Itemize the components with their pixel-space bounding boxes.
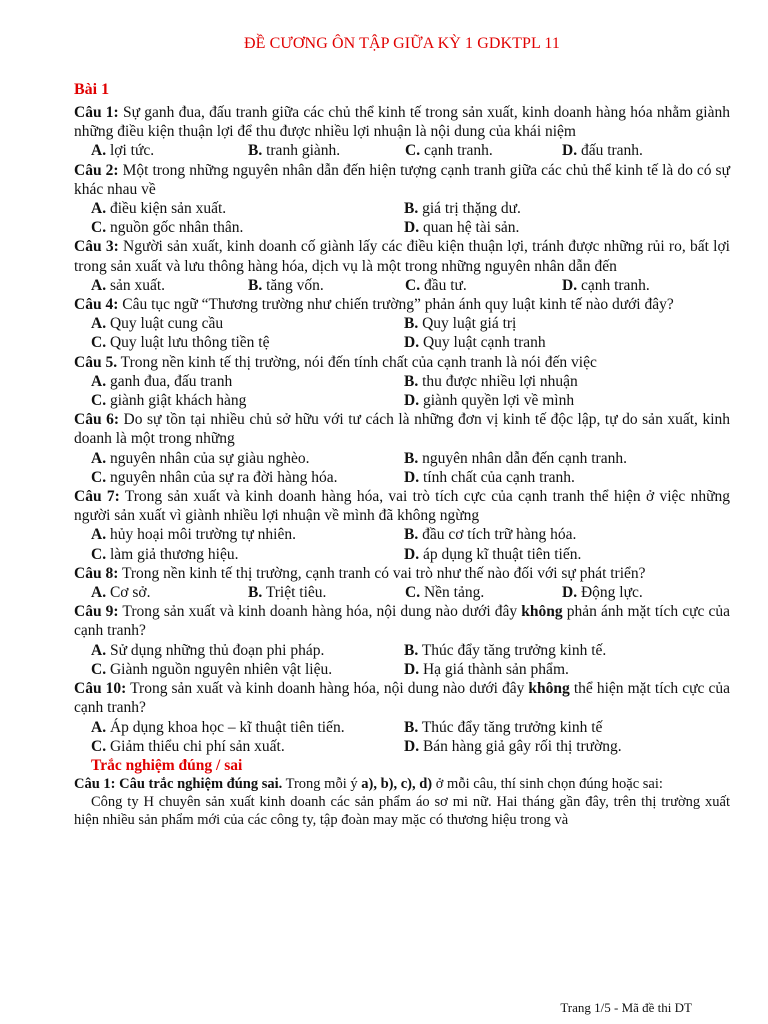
option-letter: B.: [248, 142, 263, 160]
question-label: Câu 1:: [74, 104, 119, 121]
question-label: Câu 9:: [74, 603, 119, 621]
option-text: Động lực.: [577, 584, 643, 602]
question-text: thể hiện mặt tích cực của cạnh tranh?: [74, 680, 730, 717]
question-text: Người sản xuất, kinh doanh cố giành lấy các điều kiện thuận lợi, tránh được những rủi ro, bất lợi trong sản xuất và lưu thông hàng hóa, dịch vụ là một trong những nguyên nhân dẫn đến: [74, 238, 730, 275]
answer-option-b: [404, 372, 724, 391]
option-letter: C.: [91, 660, 107, 678]
option-text: Quy luật cung cầu: [106, 315, 224, 333]
answer-option-c: [91, 545, 404, 564]
answer-options: [91, 449, 730, 487]
option-text: giành giật khách hàng: [106, 392, 247, 410]
option-text: Quy luật giá trị: [418, 315, 517, 333]
question-8: [74, 564, 730, 602]
answer-options: [91, 141, 730, 160]
answer-option-a: [91, 641, 404, 660]
option-text: sản xuất.: [106, 276, 166, 294]
option-text: nguyên nhân của sự giàu nghèo.: [106, 449, 310, 467]
option-text: Nền tảng.: [420, 584, 485, 602]
question-stem: [74, 295, 730, 314]
option-text: giành quyền lợi về mình: [419, 392, 575, 410]
option-letter: C.: [91, 468, 107, 486]
option-letter: A.: [91, 142, 107, 160]
answer-option-b: [404, 641, 724, 660]
question-emphasis: không: [528, 680, 570, 698]
answer-option-d: [562, 276, 712, 295]
answer-option-b: [404, 199, 724, 218]
question-text: Trong nền kinh tế thị trường, cạnh tranh có vai trò như thế nào đối với sự phát triển?: [118, 564, 646, 582]
question-label: Câu 3:: [74, 238, 119, 256]
option-letter: D.: [404, 737, 420, 755]
question-stem: [74, 237, 730, 275]
answer-option-b: [404, 718, 724, 737]
answer-option-b: [248, 583, 405, 602]
option-letter: D.: [562, 276, 578, 294]
option-letter: D.: [404, 468, 420, 486]
option-letter: B.: [404, 315, 419, 333]
answer-option-b: [404, 449, 724, 468]
option-letter: D.: [562, 142, 578, 160]
option-letter: B.: [248, 584, 263, 602]
option-text: hủy hoại môi trường tự nhiên.: [106, 526, 296, 544]
tf-question-intro: Trong mỗi ý: [282, 776, 362, 793]
answer-option-c: [91, 391, 404, 410]
option-text: Giảm thiểu chi phí sản xuất.: [106, 737, 285, 755]
question-stem: [74, 161, 730, 199]
question-text: Một trong những nguyên nhân dẫn đến hiện tượng cạnh tranh giữa các chủ thể kinh tế là do có sự khác nhau về: [74, 161, 730, 198]
question-stem: [74, 564, 730, 583]
option-letter: B.: [404, 718, 419, 736]
question-2: [74, 161, 730, 238]
option-letter: A.: [91, 641, 107, 659]
question-10: [74, 679, 730, 756]
tf-question-choices: a), b), c), d): [361, 776, 433, 793]
option-text: lợi tức.: [106, 142, 155, 160]
question-text: Sự ganh đua, đấu tranh giữa các chủ thể kinh tế trong sản xuất, kinh doanh hàng hóa nhằm giành những điều kiện thuận lợi để thu được nhiều lợi nhuận là nội dung của khái niệm: [74, 104, 730, 141]
option-letter: C.: [91, 334, 107, 352]
answer-options: [91, 641, 730, 679]
question-label: Câu 4:: [74, 296, 119, 314]
question-4: [74, 295, 730, 353]
answer-option-b: [404, 525, 724, 544]
option-text: Bán hàng giả gây rối thị trường.: [419, 737, 622, 755]
question-text: Câu tục ngữ “Thương trường như chiến trường” phản ánh quy luật kinh tế nào dưới đây?: [118, 296, 674, 314]
option-letter: C.: [405, 142, 421, 160]
option-text: làm giả thương hiệu.: [106, 545, 239, 563]
option-letter: A.: [91, 526, 107, 544]
option-letter: B.: [404, 641, 419, 659]
option-letter: A.: [91, 449, 107, 467]
question-1: [74, 103, 730, 161]
option-text: nguyên nhân của sự ra đời hàng hóa.: [106, 468, 338, 486]
option-letter: D.: [404, 334, 420, 352]
answer-option-d: [404, 218, 724, 237]
option-text: nguyên nhân dẫn đến cạnh tranh.: [418, 449, 627, 467]
answer-option-c: [91, 333, 404, 352]
answer-option-d: [562, 141, 712, 160]
page-footer: Trang 1/5 - Mã đề thi DT: [560, 1000, 692, 1015]
answer-options: [91, 276, 730, 295]
option-letter: B.: [404, 449, 419, 467]
option-text: Hạ giá thành sản phẩm.: [419, 660, 569, 678]
answer-options: [91, 525, 730, 563]
answer-option-a: [91, 525, 404, 544]
section-heading: Bài 1: [74, 81, 110, 98]
question-label: Câu 7:: [74, 488, 120, 506]
document-title: ĐỀ CƯƠNG ÔN TẬP GIỮA KỲ 1 GDKTPL 11: [243, 35, 561, 52]
option-letter: B.: [248, 276, 263, 294]
option-letter: A.: [91, 276, 107, 294]
answer-option-a: [91, 276, 248, 295]
answer-option-c: [91, 737, 404, 756]
question-text: Trong sản xuất và kinh doanh hàng hóa, vai trò tích cực của cạnh tranh thể hiện ở việc những người sản xuất vì giành nhiều lợi nhuận về mình đã không ngừng: [74, 488, 731, 525]
option-text: ganh đua, đấu tranh: [106, 372, 233, 390]
question-text: Do sự tồn tại nhiều chủ sở hữu với tư cách là những đơn vị kinh tế độc lập, tự do sản xuất, kinh doanh là một trong những: [74, 411, 730, 448]
option-text: Sử dụng những thủ đoạn phi pháp.: [106, 641, 325, 659]
option-letter: A.: [91, 718, 107, 736]
answer-option-d: [404, 737, 724, 756]
option-text: đầu tư.: [420, 276, 467, 294]
question-5: [74, 353, 730, 411]
answer-option-b: [248, 141, 405, 160]
option-letter: C.: [405, 276, 421, 294]
answer-option-c: [405, 141, 562, 160]
question-stem: [74, 410, 730, 448]
answer-option-a: [91, 372, 404, 391]
answer-options: [91, 199, 730, 237]
option-letter: D.: [562, 584, 578, 602]
answer-option-a: [91, 199, 404, 218]
question-text: Trong sản xuất và kinh doanh hàng hóa, nội dung nào dưới đây: [118, 603, 522, 621]
option-text: áp dụng kĩ thuật tiên tiến.: [419, 545, 582, 563]
answer-option-d: [404, 391, 724, 410]
answer-option-a: [91, 718, 404, 737]
option-letter: D.: [404, 219, 420, 237]
answer-option-d: [562, 583, 712, 602]
answer-option-c: [405, 583, 562, 602]
option-letter: B.: [404, 200, 419, 218]
option-text: Cơ sở.: [106, 584, 151, 602]
question-6: [74, 410, 730, 487]
option-letter: D.: [404, 545, 420, 563]
answer-option-d: [404, 660, 724, 679]
option-letter: A.: [91, 372, 107, 390]
answer-option-a: [91, 449, 404, 468]
answer-options: [91, 314, 730, 352]
answer-option-a: [91, 583, 248, 602]
option-text: Quy luật cạnh tranh: [419, 334, 546, 352]
answer-option-a: [91, 141, 248, 160]
option-text: thu được nhiều lợi nhuận: [418, 372, 578, 390]
question-7: [74, 487, 730, 564]
question-stem: [74, 353, 730, 372]
option-text: Quy luật lưu thông tiền tệ: [106, 334, 270, 352]
answer-option-c: [405, 276, 562, 295]
question-label: Câu 2:: [74, 161, 119, 179]
option-letter: B.: [404, 372, 419, 390]
option-text: Triệt tiêu.: [262, 584, 327, 602]
option-letter: A.: [91, 584, 107, 602]
question-label: Câu 5.: [74, 353, 118, 371]
tf-question-label: Câu 1: Câu trắc nghiệm đúng sai.: [74, 776, 283, 793]
answer-option-c: [91, 218, 404, 237]
question-text: phản ánh mặt tích cực của cạnh tranh?: [74, 603, 730, 640]
question-stem: [74, 103, 730, 141]
question-stem: [74, 679, 730, 717]
option-text: giá trị thặng dư.: [418, 200, 521, 218]
question-label: Câu 10:: [74, 680, 127, 698]
tf-question-rest: ở mỗi câu, thí sinh chọn đúng hoặc sai:: [432, 776, 663, 793]
answer-option-c: [91, 468, 404, 487]
option-letter: C.: [91, 545, 107, 563]
question-3: [74, 237, 730, 295]
option-letter: D.: [404, 660, 420, 678]
answer-options: [91, 372, 730, 410]
answer-option-b: [404, 314, 724, 333]
option-letter: B.: [404, 526, 419, 544]
option-text: đấu tranh.: [577, 142, 643, 160]
option-letter: C.: [91, 392, 107, 410]
question-stem: [74, 602, 730, 640]
question-stem: [74, 487, 730, 525]
option-text: tranh giành.: [262, 142, 341, 160]
option-text: Áp dụng khoa học – kĩ thuật tiên tiến.: [106, 718, 345, 736]
question-label: Câu 8:: [74, 564, 119, 582]
option-text: Giành nguồn nguyên nhiên vật liệu.: [106, 660, 333, 678]
answer-option-d: [404, 333, 724, 352]
question-text: Trong sản xuất và kinh doanh hàng hóa, nội dung nào dưới đây: [126, 680, 529, 698]
answer-option-a: [91, 314, 404, 333]
option-text: quan hệ tài sản.: [419, 219, 520, 237]
tf-paragraph: Công ty H chuyên sản xuất kinh doanh các sản phẩm áo sơ mi nữ. Hai tháng gần đây, trên thị trường xuất hiện nhiều sản phẩm mới của các công ty, tập đoàn may mặc có thương hiệu trong và: [74, 794, 730, 829]
option-letter: C.: [91, 219, 107, 237]
option-text: cạnh tranh.: [420, 142, 493, 160]
option-text: Thúc đẩy tăng trưởng kinh tế.: [418, 641, 607, 659]
option-text: đầu cơ tích trữ hàng hóa.: [418, 526, 577, 544]
answer-options: [91, 583, 730, 602]
answer-options: [91, 718, 730, 756]
question-text: Trong nền kinh tế thị trường, nói đến tính chất của cạnh tranh là nói đến việc: [117, 353, 597, 371]
answer-option-d: [404, 468, 724, 487]
option-text: điều kiện sản xuất.: [106, 200, 227, 218]
option-text: tăng vốn.: [262, 276, 324, 294]
option-text: cạnh tranh.: [577, 276, 650, 294]
option-text: nguồn gốc nhân thân.: [106, 219, 244, 237]
option-letter: D.: [404, 392, 420, 410]
answer-option-b: [248, 276, 405, 295]
option-letter: A.: [91, 315, 107, 333]
question-emphasis: không: [521, 603, 563, 621]
tf-section-heading: Trắc nghiệm đúng / sai: [91, 756, 243, 774]
option-letter: A.: [91, 200, 107, 218]
option-text: tính chất của cạnh tranh.: [419, 468, 575, 486]
answer-option-c: [91, 660, 404, 679]
question-label: Câu 6:: [74, 411, 120, 429]
option-text: Thúc đẩy tăng trưởng kinh tế: [418, 718, 603, 736]
question-list: [74, 103, 730, 829]
tf-question: [74, 775, 730, 793]
option-letter: C.: [91, 737, 107, 755]
option-letter: C.: [405, 584, 421, 602]
answer-option-d: [404, 545, 724, 564]
question-9: [74, 602, 730, 679]
